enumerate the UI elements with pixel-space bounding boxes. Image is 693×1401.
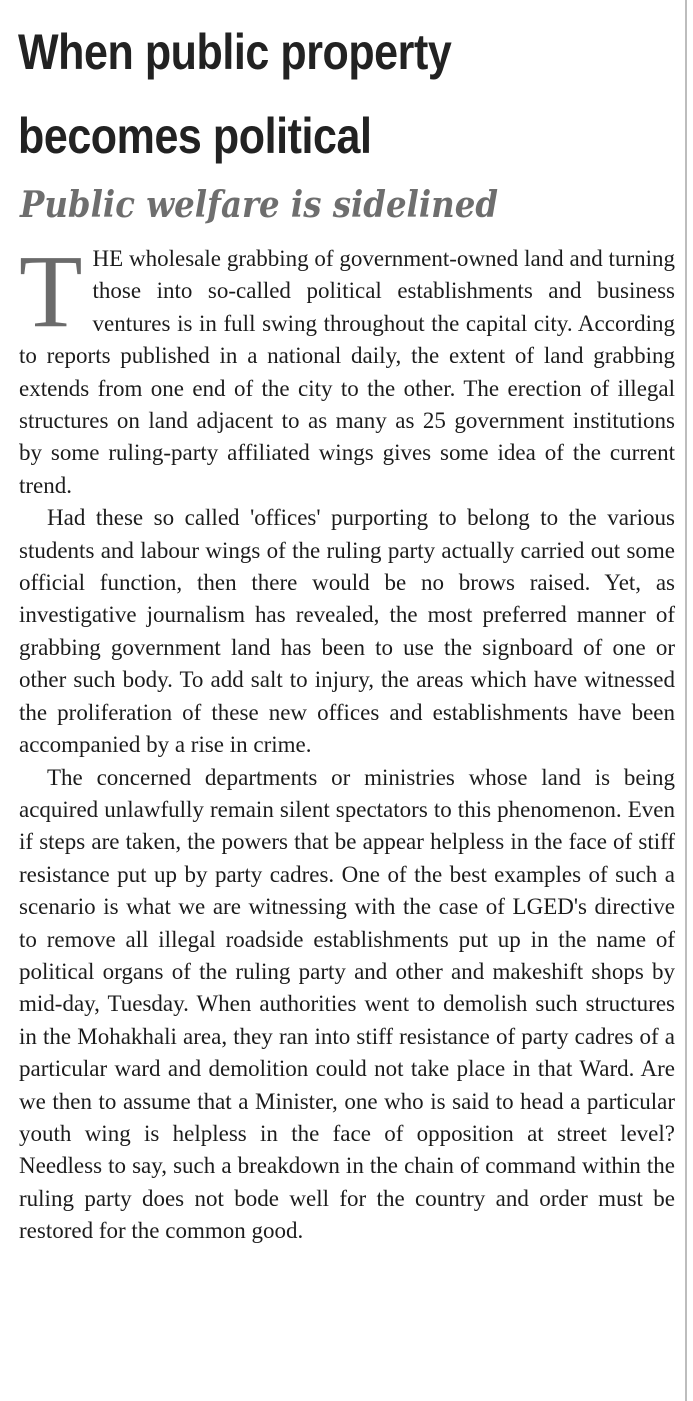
- headline-line-2: becomes political: [18, 108, 372, 164]
- headline-line-1: When public property: [18, 24, 452, 80]
- article-body: [19, 234, 675, 1248]
- column-rule: [685, 0, 687, 1401]
- paragraph-1-text: HE wholesale grabbing of government-owned land and turning those into so-called political establishments and business ventures is in full swing throughout the capital city. According to reports published in a national daily, the extent of land grabbing extends from one end of the city to the other. The erection of illegal structures on land adjacent to as many as 25 government institutions by some ruling-party affiliated wings gives some idea of the current trend.: [19, 246, 675, 498]
- paragraph-2: Had these so called 'offices' purporting to belong to the various students and labour wings of the ruling party actually carried out some official function, then there would be no brows raised. Yet, as investigative journalism has revealed, the most preferred manner of grabbing government land has been to use the signboard of one or other such body. To add salt to injury, the areas which have witnessed the proliferation of these new offices and establishments have been accompanied by a rise in crime.: [19, 505, 675, 758]
- article-headline: [18, 10, 586, 178]
- article-subheadline: Public welfare is sidelined: [20, 184, 498, 226]
- paragraph-1: [19, 234, 675, 502]
- paragraph-3: The concerned departments or ministries whose land is being acquired unlawfully remain silent spectators to this phenomenon. Even if steps are taken, the powers that be appear helpless in the face of stiff resistance put up by party cadres. One of the best examples of such a scenario is what we are witnessing with the case of LGED's directive to remove all illegal roadside establishments put up in the name of political organs of the ruling party and other and makeshift shops by mid-day, Tuesday. When authorities went to demolish such structures in the Mohakhali area, they ran into stiff resistance of party cadres of a particular ward and demolition could not take place in that Ward. Are we then to assume that a Minister, one who is said to head a particular youth wing is helpless in the face of opposition at street level? Needless to say, such a breakdown in the chain of command within the ruling party does not bode well for the country and order must be restored for the common good.: [19, 764, 675, 1244]
- drop-cap: T: [19, 234, 81, 349]
